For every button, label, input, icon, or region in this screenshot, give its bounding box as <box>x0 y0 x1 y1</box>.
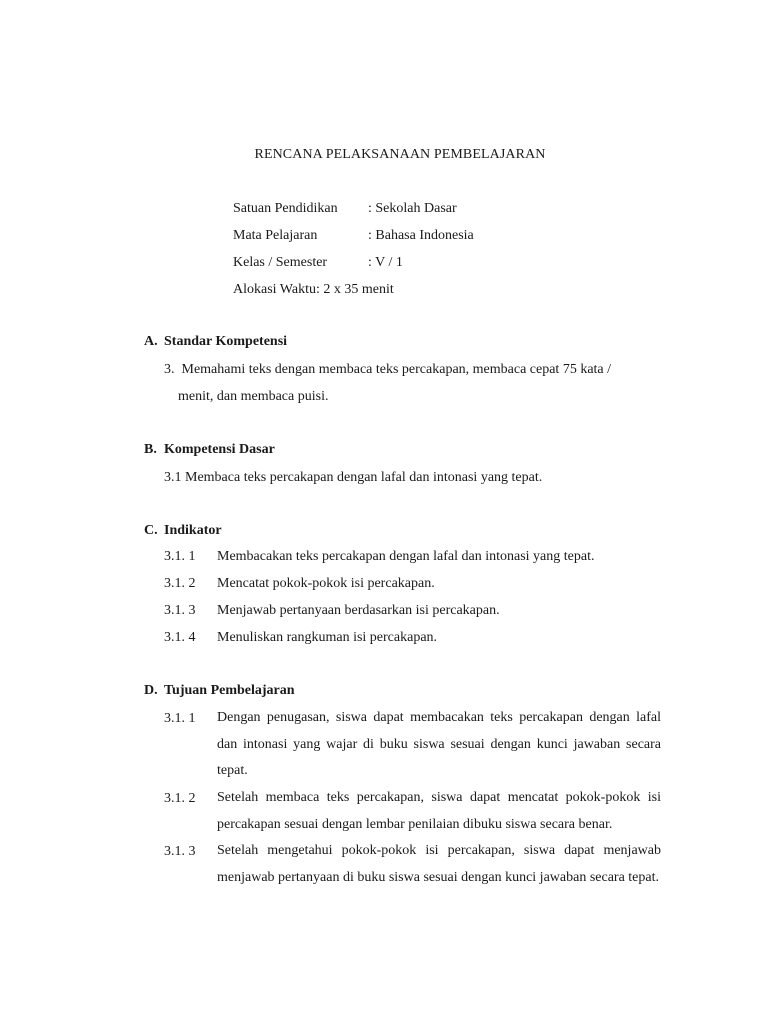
identity-row-subject <box>233 227 533 254</box>
goal-number: 3.1. 2 <box>164 791 196 806</box>
identity-label: Kelas / Semester <box>233 255 328 270</box>
section-letter: A. <box>144 334 158 349</box>
identity-label: Mata Pelajaran <box>233 228 318 243</box>
section-c-heading <box>144 523 222 539</box>
competency-number: 3. <box>164 362 175 377</box>
identity-value: : V / 1 <box>368 255 403 270</box>
competency-text: Memahami teks dengan membaca teks percakapan, membaca cepat 75 kata / <box>181 362 612 377</box>
indicator-number: 3.1. 4 <box>164 630 196 645</box>
identity-value: : Sekolah Dasar <box>368 201 457 216</box>
indicator-number: 3.1. 3 <box>164 603 196 618</box>
section-d-heading <box>144 683 295 699</box>
indicator-text: Menuliskan rangkuman isi percakapan. <box>217 630 438 645</box>
section-title: Standar Kompetensi <box>164 334 288 349</box>
identity-value: : Bahasa Indonesia <box>368 228 474 243</box>
indicator-number: 3.1. 2 <box>164 576 196 591</box>
identity-label: Satuan Pendidikan <box>233 201 338 216</box>
section-a-line1 <box>164 356 661 383</box>
identity-row-time <box>233 281 533 308</box>
goal-number: 3.1. 3 <box>164 844 196 859</box>
section-a-line2: menit, dan membaca puisi. <box>178 389 329 404</box>
section-title: Tujuan Pembelajaran <box>164 683 295 698</box>
identity-row-school <box>233 200 533 227</box>
section-letter: B. <box>144 442 157 457</box>
indicator-text: Menjawab pertanyaan berdasarkan isi percakapan. <box>217 603 500 618</box>
section-letter: C. <box>144 523 158 538</box>
goal-text: Setelah mengetahui pokok-pokok isi percakapan, siswa dapat menjawab menjawab pertanyaan di buku siswa sesuai dengan kunci jawaban secara tepat. <box>217 843 661 885</box>
indicator-text: Membacakan teks percakapan dengan lafal dan intonasi yang tepat. <box>217 549 595 564</box>
goal-text: Setelah membaca teks percakapan, siswa dapat mencatat pokok-pokok isi percakapan sesuai dengan lembar penilaian dibuku siswa secara benar. <box>217 790 661 832</box>
indicator-number: 3.1. 1 <box>164 549 196 564</box>
section-b-heading <box>144 442 275 458</box>
document-title: RENCANA PELAKSANAAN PEMBELAJARAN <box>254 147 546 162</box>
indicator-text: Mencatat pokok-pokok isi percakapan. <box>217 576 435 591</box>
goal-text: Dengan penugasan, siswa dapat membacakan teks percakapan dengan lafal dan intonasi yang wajar di buku siswa sesuai dengan kunci jawaban secara tepat. <box>217 710 661 778</box>
identity-block <box>233 200 533 308</box>
identity-row-class <box>233 254 533 281</box>
basic-competency-text: 3.1 Membaca teks percakapan dengan lafal dan intonasi yang tepat. <box>164 470 543 485</box>
section-title: Kompetensi Dasar <box>164 442 275 457</box>
section-letter: D. <box>144 683 158 698</box>
section-title: Indikator <box>164 523 222 538</box>
goal-number: 3.1. 1 <box>164 711 196 726</box>
identity-label: Alokasi Waktu: 2 x 35 menit <box>233 282 394 297</box>
section-a-heading <box>144 334 287 350</box>
